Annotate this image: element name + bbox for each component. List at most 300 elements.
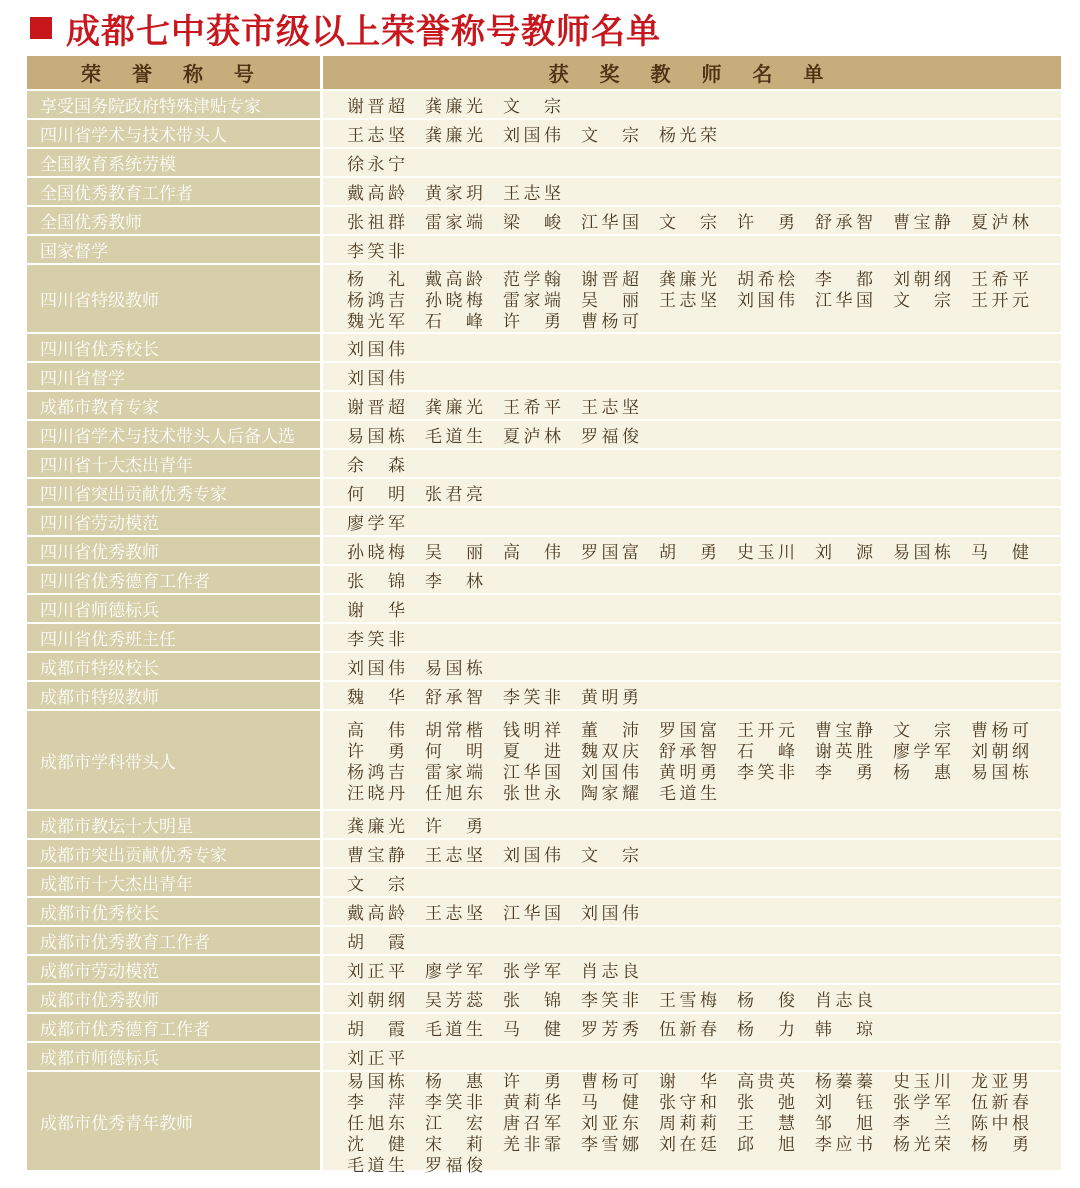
honor-title: 四川省优秀教师: [27, 537, 320, 564]
name-line: [347, 957, 1061, 982]
teacher-name: 高贵英: [737, 1071, 795, 1092]
teacher-name: 王开元: [737, 721, 795, 741]
table-row: [27, 120, 1061, 147]
teacher-name: 许勇: [503, 1071, 561, 1092]
honor-title: 成都市学科带头人: [27, 711, 320, 809]
table-row: [27, 207, 1061, 234]
teacher-name: 马健: [581, 1092, 639, 1113]
honor-title: 四川省劳动模范: [27, 508, 320, 535]
teacher-name: 石峰: [425, 312, 483, 332]
teacher-name: 胡霞: [347, 1020, 405, 1040]
teacher-name: 王慧: [737, 1113, 795, 1134]
name-line: [347, 739, 1061, 760]
name-line: [347, 781, 1061, 802]
teacher-names: [323, 956, 1061, 983]
teacher-name: 杨鸿吉: [347, 763, 405, 783]
teacher-name: 石峰: [737, 742, 795, 762]
teacher-name: 李笑非: [347, 242, 405, 262]
teacher-name: 张守和: [659, 1092, 717, 1113]
title-bar: [30, 6, 661, 50]
teacher-name: 谢晋超: [347, 97, 405, 117]
teacher-name: 杨惠: [893, 763, 951, 783]
name-line: [347, 422, 1061, 447]
teacher-name: 王志坚: [659, 291, 717, 311]
teacher-name: 舒承智: [425, 688, 483, 708]
teacher-name: 羌非霏: [503, 1134, 561, 1155]
name-line: [347, 596, 1061, 621]
table-row: [27, 898, 1061, 925]
teacher-name: 陶家耀: [581, 784, 639, 804]
teacher-name: 王志坚: [503, 184, 561, 204]
honor-title: 四川省十大杰出青年: [27, 450, 320, 477]
table-row: [27, 236, 1061, 263]
header-title-col: 荣 誉 称 号: [27, 56, 320, 89]
teacher-names: [323, 869, 1061, 896]
teacher-name: 刘亚东: [581, 1113, 639, 1134]
teacher-names: [323, 898, 1061, 925]
teacher-names: [323, 566, 1061, 593]
teacher-name: 李兰: [893, 1113, 951, 1134]
teacher-name: 张学军: [893, 1092, 951, 1113]
teacher-name: 罗福俊: [425, 1155, 483, 1176]
teacher-names: [323, 595, 1061, 622]
teacher-name: 廖学军: [893, 742, 951, 762]
teacher-name: 龙亚男: [971, 1071, 1029, 1092]
table-row: [27, 392, 1061, 419]
honor-title: 成都市特级校长: [27, 653, 320, 680]
teacher-name: 江华国: [815, 291, 873, 311]
teacher-name: 杨鸿吉: [347, 291, 405, 311]
teacher-name: 李雪娜: [581, 1134, 639, 1155]
teacher-name: 李勇: [815, 763, 873, 783]
name-line: [347, 760, 1061, 781]
name-line: [347, 899, 1061, 924]
teacher-name: 徐永宁: [347, 155, 405, 175]
honor-title: 全国优秀教师: [27, 207, 320, 234]
table-body: [27, 91, 1061, 1176]
teacher-name: 何明: [425, 742, 483, 762]
teacher-name: 罗国富: [581, 543, 639, 563]
table-row: [27, 334, 1061, 361]
teacher-name: 沈健: [347, 1134, 405, 1155]
name-line: [347, 812, 1061, 837]
teacher-name: 龚廉光: [347, 817, 405, 837]
teacher-name: 魏光军: [347, 312, 405, 332]
honor-table: [27, 56, 1061, 1176]
name-line: [347, 1015, 1061, 1040]
teacher-name: 雷家端: [503, 291, 561, 311]
teacher-name: 龚廉光: [425, 126, 483, 146]
table-row: [27, 682, 1061, 709]
name-line: [347, 718, 1061, 739]
name-line: [347, 567, 1061, 592]
teacher-name: 易国栋: [425, 659, 483, 679]
teacher-name: 易国栋: [347, 1071, 405, 1092]
teacher-name: 江宏: [425, 1113, 483, 1134]
teacher-name: 孙晓梅: [425, 291, 483, 311]
teacher-name: 江华国: [503, 904, 561, 924]
teacher-names: [323, 334, 1061, 361]
teacher-name: 文宗: [659, 213, 717, 233]
teacher-name: 何明: [347, 485, 405, 505]
teacher-name: 毛道生: [425, 427, 483, 447]
honor-title: 成都市教坛十大明星: [27, 811, 320, 838]
teacher-names: [323, 537, 1061, 564]
teacher-name: 毛道生: [425, 1020, 483, 1040]
teacher-names: [323, 149, 1061, 176]
name-line: [347, 870, 1061, 895]
teacher-name: 李林: [425, 572, 483, 592]
teacher-name: 王希平: [503, 398, 561, 418]
teacher-name: 雷家端: [425, 213, 483, 233]
teacher-name: 谢晋超: [581, 270, 639, 290]
table-row: [27, 624, 1061, 651]
teacher-name: 李笑非: [737, 763, 795, 783]
name-line: [347, 509, 1061, 534]
teacher-names: [323, 120, 1061, 147]
name-line: [347, 1044, 1061, 1069]
name-line: [347, 538, 1061, 563]
table-row: [27, 811, 1061, 838]
teacher-name: 谢华: [659, 1071, 717, 1092]
table-row: [27, 653, 1061, 680]
name-line: [347, 1069, 1061, 1090]
table-row: [27, 537, 1061, 564]
teacher-name: 刘国伟: [581, 904, 639, 924]
table-row: [27, 1014, 1061, 1041]
teacher-name: 任旭东: [425, 784, 483, 804]
teacher-name: 戴高龄: [347, 184, 405, 204]
teacher-name: 吴丽: [581, 291, 639, 311]
teacher-name: 李笑非: [581, 991, 639, 1011]
name-line: [347, 237, 1061, 262]
teacher-name: 戴高龄: [425, 270, 483, 290]
name-line: [347, 335, 1061, 360]
teacher-name: 文宗: [581, 846, 639, 866]
honor-title: 四川省师德标兵: [27, 595, 320, 622]
teacher-name: 范学翰: [503, 270, 561, 290]
teacher-name: 许勇: [425, 817, 483, 837]
teacher-name: 刘国伟: [347, 340, 405, 360]
table-row: [27, 265, 1061, 332]
honor-title: 四川省优秀校长: [27, 334, 320, 361]
teacher-name: 黄明勇: [659, 763, 717, 783]
teacher-name: 许勇: [503, 312, 561, 332]
teacher-name: 魏双庆: [581, 742, 639, 762]
teacher-name: 董沛: [581, 721, 639, 741]
teacher-name: 王志坚: [347, 126, 405, 146]
teacher-name: 刘国伟: [737, 291, 795, 311]
table-row: [27, 508, 1061, 535]
honor-title: 享受国务院政府特殊津贴专家: [27, 91, 320, 118]
teacher-name: 李萍: [347, 1092, 405, 1113]
honor-title: 成都市优秀教师: [27, 985, 320, 1012]
name-line: [347, 1153, 1061, 1174]
teacher-name: 李应书: [815, 1134, 873, 1155]
name-line: [347, 986, 1061, 1011]
teacher-name: 曹宝静: [347, 846, 405, 866]
teacher-name: 钱明祥: [503, 721, 561, 741]
teacher-name: 周莉莉: [659, 1113, 717, 1134]
teacher-name: 刘正平: [347, 962, 405, 982]
honor-title: 全国优秀教育工作者: [27, 178, 320, 205]
teacher-name: 韩琼: [815, 1020, 873, 1040]
name-line: [347, 121, 1061, 146]
teacher-name: 王开元: [971, 291, 1029, 311]
teacher-names: [323, 682, 1061, 709]
teacher-names: [323, 1014, 1061, 1041]
teacher-name: 廖学军: [347, 514, 405, 534]
teacher-names: [323, 392, 1061, 419]
teacher-name: 曹宝静: [893, 213, 951, 233]
honor-title: 全国教育系统劳模: [27, 149, 320, 176]
teacher-name: 任旭东: [347, 1113, 405, 1134]
teacher-name: 龚廉光: [659, 270, 717, 290]
teacher-name: 王志坚: [425, 846, 483, 866]
honor-title: 四川省学术与技术带头人后备人选: [27, 421, 320, 448]
page-title: 成都七中获市级以上荣誉称号教师名单: [66, 11, 661, 52]
teacher-name: 伍新春: [659, 1020, 717, 1040]
table-row: [27, 178, 1061, 205]
table-row: [27, 711, 1061, 809]
teacher-name: 宋莉: [425, 1134, 483, 1155]
teacher-name: 罗国富: [659, 721, 717, 741]
teacher-names: [323, 91, 1061, 118]
teacher-name: 黄明勇: [581, 688, 639, 708]
table-row: [27, 91, 1061, 118]
name-line: [347, 683, 1061, 708]
teacher-name: 吴芳蕊: [425, 991, 483, 1011]
name-line: [347, 1132, 1061, 1153]
teacher-name: 曹杨可: [581, 1071, 639, 1092]
teacher-name: 杨惠: [425, 1071, 483, 1092]
table-row: [27, 421, 1061, 448]
teacher-name: 汪晓丹: [347, 784, 405, 804]
teacher-name: 夏进: [503, 742, 561, 762]
name-line: [347, 625, 1061, 650]
teacher-names: [323, 479, 1061, 506]
teacher-name: 戴高龄: [347, 904, 405, 924]
teacher-name: 罗芳秀: [581, 1020, 639, 1040]
teacher-name: 刘国伟: [503, 846, 561, 866]
teacher-name: 张世永: [503, 784, 561, 804]
teacher-name: 邹旭: [815, 1113, 873, 1134]
teacher-name: 曹宝静: [815, 721, 873, 741]
teacher-name: 胡勇: [659, 543, 717, 563]
honor-title: 成都市突出贡献优秀专家: [27, 840, 320, 867]
name-line: [347, 654, 1061, 679]
honor-title: 成都市十大杰出青年: [27, 869, 320, 896]
teacher-name: 刘国伟: [347, 659, 405, 679]
teacher-name: 马健: [503, 1020, 561, 1040]
teacher-name: 陈中根: [971, 1113, 1029, 1134]
teacher-name: 罗福俊: [581, 427, 639, 447]
honor-title: 成都市优秀德育工作者: [27, 1014, 320, 1041]
teacher-name: 王希平: [971, 270, 1029, 290]
teacher-name: 毛道生: [659, 784, 717, 804]
table-row: [27, 479, 1061, 506]
name-line: [347, 179, 1061, 204]
teacher-name: 曹杨可: [971, 721, 1029, 741]
teacher-name: 魏华: [347, 688, 405, 708]
teacher-names: [323, 840, 1061, 867]
teacher-name: 舒承智: [659, 742, 717, 762]
teacher-name: 王志坚: [425, 904, 483, 924]
teacher-name: 肖志良: [815, 991, 873, 1011]
honor-title: 四川省突出贡献优秀专家: [27, 479, 320, 506]
teacher-names: [323, 265, 1061, 332]
teacher-name: 雷家端: [425, 763, 483, 783]
table-row: [27, 927, 1061, 954]
name-line: [347, 480, 1061, 505]
honor-title: 四川省督学: [27, 363, 320, 390]
teacher-name: 邱旭: [737, 1134, 795, 1155]
teacher-name: 廖学军: [425, 962, 483, 982]
table-row: [27, 1071, 1061, 1176]
name-line: [347, 288, 1061, 309]
teacher-name: 杨光荣: [659, 126, 717, 146]
teacher-name: 刘国伟: [581, 763, 639, 783]
teacher-name: 易国栋: [347, 427, 405, 447]
teacher-name: 刘朝纲: [893, 270, 951, 290]
table-row: [27, 840, 1061, 867]
honor-title: 成都市教育专家: [27, 392, 320, 419]
teacher-name: 毛道生: [347, 1155, 405, 1176]
teacher-name: 谢华: [347, 601, 405, 621]
teacher-name: 史玉川: [737, 543, 795, 563]
teacher-name: 黄莉华: [503, 1092, 561, 1113]
teacher-names: [323, 450, 1061, 477]
teacher-name: 高伟: [503, 543, 561, 563]
teacher-name: 孙晓梅: [347, 543, 405, 563]
honor-title: 四川省优秀德育工作者: [27, 566, 320, 593]
teacher-name: 张弛: [737, 1092, 795, 1113]
teacher-name: 杨勇: [971, 1134, 1029, 1155]
teacher-name: 胡常楷: [425, 721, 483, 741]
honor-title: 国家督学: [27, 236, 320, 263]
honor-title: 四川省优秀班主任: [27, 624, 320, 651]
honor-title: 成都市优秀教育工作者: [27, 927, 320, 954]
teacher-name: 夏泸林: [971, 213, 1029, 233]
teacher-name: 刘钰: [815, 1092, 873, 1113]
teacher-name: 张君亮: [425, 485, 483, 505]
teacher-name: 刘国伟: [503, 126, 561, 146]
teacher-name: 伍新春: [971, 1092, 1029, 1113]
teacher-name: 许勇: [347, 742, 405, 762]
teacher-name: 刘在廷: [659, 1134, 717, 1155]
teacher-name: 高伟: [347, 721, 405, 741]
teacher-name: 文宗: [893, 721, 951, 741]
name-line: [347, 1111, 1061, 1132]
teacher-name: 刘源: [815, 543, 873, 563]
teacher-name: 文宗: [893, 291, 951, 311]
teacher-names: [323, 711, 1061, 809]
teacher-name: 易国栋: [971, 763, 1029, 783]
teacher-names: [323, 207, 1061, 234]
honor-title: 成都市特级教师: [27, 682, 320, 709]
name-line: [347, 208, 1061, 233]
teacher-name: 杨礼: [347, 270, 405, 290]
name-line: [347, 451, 1061, 476]
teacher-name: 谢英胜: [815, 742, 873, 762]
teacher-name: 王志坚: [581, 398, 639, 418]
teacher-names: [323, 653, 1061, 680]
table-row: [27, 956, 1061, 983]
teacher-name: 夏泸林: [503, 427, 561, 447]
table-row: [27, 869, 1061, 896]
teacher-name: 刘朝纲: [347, 991, 405, 1011]
teacher-names: [323, 624, 1061, 651]
teacher-names: [323, 363, 1061, 390]
teacher-names: [323, 421, 1061, 448]
teacher-name: 李笑非: [503, 688, 561, 708]
teacher-name: 余森: [347, 456, 405, 476]
teacher-name: 张锦: [503, 991, 561, 1011]
teacher-name: 舒承智: [815, 213, 873, 233]
header-names-col: 获 奖 教 师 名 单: [323, 56, 1061, 89]
teacher-name: 肖志良: [581, 962, 639, 982]
table-header: [27, 56, 1061, 89]
teacher-name: 马健: [971, 543, 1029, 563]
teacher-names: [323, 985, 1061, 1012]
name-line: [347, 364, 1061, 389]
honor-title: 成都市劳动模范: [27, 956, 320, 983]
table-row: [27, 595, 1061, 622]
teacher-name: 曹杨可: [581, 312, 639, 332]
title-square-icon: [30, 17, 52, 39]
teacher-names: [323, 508, 1061, 535]
table-row: [27, 149, 1061, 176]
teacher-names: [323, 811, 1061, 838]
teacher-name: 刘朝纲: [971, 742, 1029, 762]
teacher-name: 谢晋超: [347, 398, 405, 418]
name-line: [347, 309, 1061, 330]
teacher-name: 张学军: [503, 962, 561, 982]
teacher-name: 杨力: [737, 1020, 795, 1040]
teacher-name: 龚廉光: [425, 97, 483, 117]
teacher-names: [323, 1071, 1061, 1176]
table-row: [27, 363, 1061, 390]
honor-title: 成都市优秀校长: [27, 898, 320, 925]
table-row: [27, 566, 1061, 593]
teacher-name: 江华国: [503, 763, 561, 783]
teacher-name: 文宗: [503, 97, 561, 117]
teacher-name: 江华国: [581, 213, 639, 233]
teacher-name: 刘正平: [347, 1049, 405, 1069]
teacher-name: 唐召军: [503, 1113, 561, 1134]
teacher-name: 杨蓁蓁: [815, 1071, 873, 1092]
teacher-name: 刘国伟: [347, 369, 405, 389]
teacher-name: 张锦: [347, 572, 405, 592]
honor-title: 成都市优秀青年教师: [27, 1072, 320, 1170]
name-line: [347, 267, 1061, 288]
table-row: [27, 450, 1061, 477]
teacher-name: 李笑非: [347, 630, 405, 650]
table-row: [27, 985, 1061, 1012]
teacher-names: [323, 236, 1061, 263]
teacher-name: 胡希桧: [737, 270, 795, 290]
teacher-name: 杨俊: [737, 991, 795, 1011]
teacher-name: 史玉川: [893, 1071, 951, 1092]
honor-title: 四川省学术与技术带头人: [27, 120, 320, 147]
honor-title: 成都市师德标兵: [27, 1043, 320, 1070]
name-line: [347, 928, 1061, 953]
teacher-name: 许勇: [737, 213, 795, 233]
teacher-name: 杨光荣: [893, 1134, 951, 1155]
teacher-name: 易国栋: [893, 543, 951, 563]
teacher-names: [323, 927, 1061, 954]
teacher-name: 龚廉光: [425, 398, 483, 418]
